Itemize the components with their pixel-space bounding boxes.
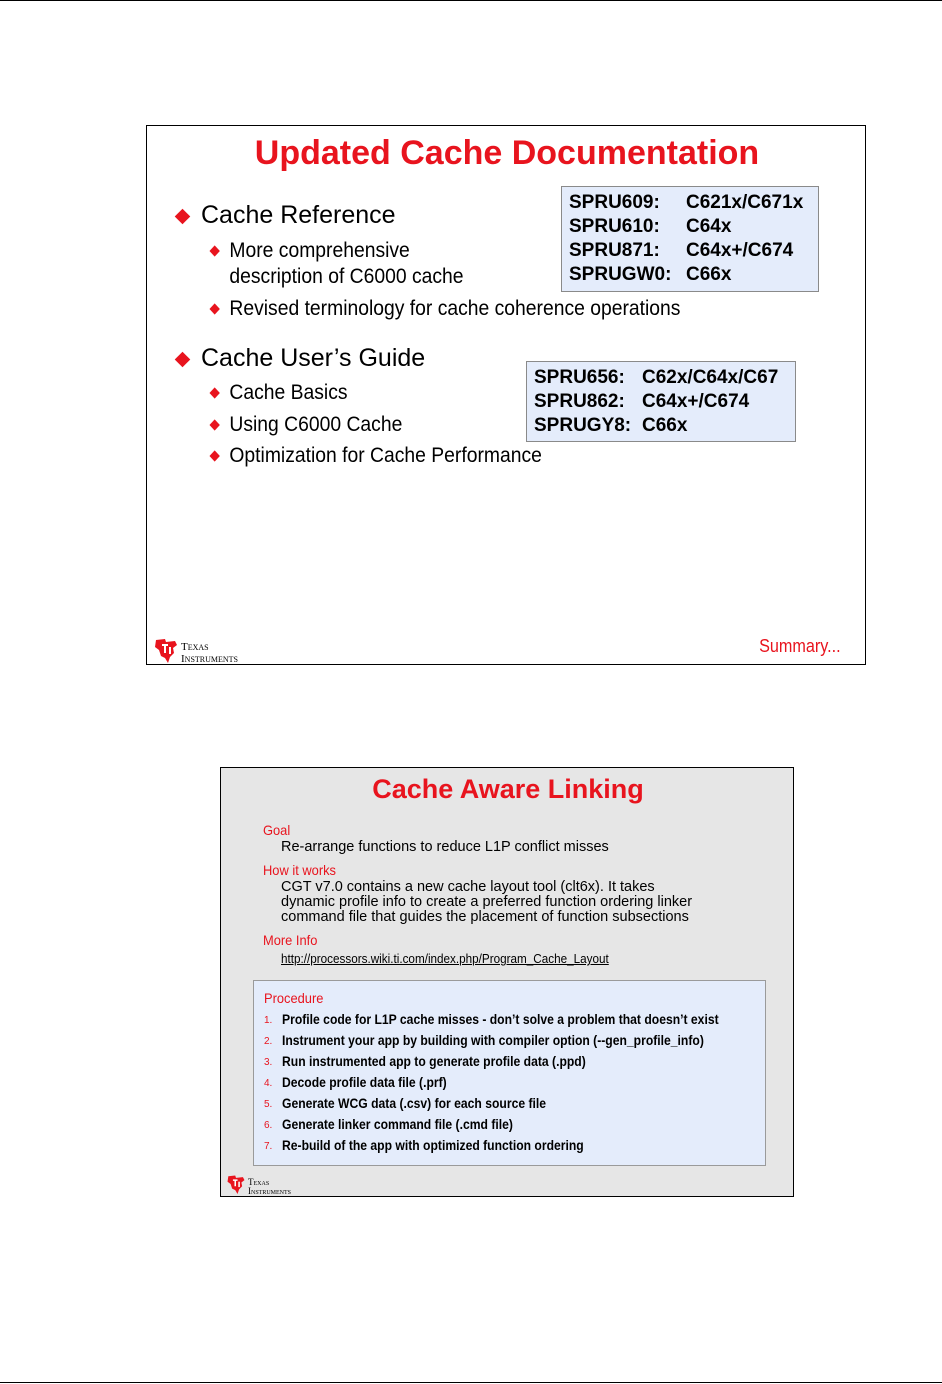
slide-updated-cache-documentation: [146, 125, 866, 665]
slide-title: Cache Aware Linking: [372, 774, 644, 804]
diamond-bullet-icon: [209, 419, 219, 430]
doc-row: SPRUGY8: C66x: [534, 415, 688, 436]
doc-box-users-guide: [526, 361, 796, 442]
subbullet-using-c6000-cache: Using C6000 Cache: [211, 412, 402, 438]
bottom-rule: [0, 1382, 942, 1383]
top-rule: [0, 0, 942, 1]
summary-link[interactable]: Summary...: [759, 636, 841, 656]
diamond-bullet-icon: [209, 245, 219, 256]
subbullet-optimization: Optimization for Cache Performance: [211, 443, 542, 469]
doc-row: SPRU609: C621x/C671x: [569, 192, 804, 213]
goal-label: Goal: [263, 822, 291, 838]
ti-logo-icon: [226, 1173, 246, 1195]
bullet-cache-users-guide: Cache User’s Guide: [177, 344, 425, 373]
doc-box-cache-reference: [561, 186, 819, 292]
diamond-bullet-icon: [209, 303, 219, 314]
subbullet-comprehensive: More comprehensive description of C6000 cache: [211, 238, 464, 290]
diamond-bullet-icon: [209, 387, 219, 398]
subbullet-cache-basics: Cache Basics: [211, 380, 348, 406]
more-info-label: More Info: [263, 932, 318, 948]
procedure-label: Procedure: [264, 990, 324, 1006]
doc-row: SPRU871: C64x+/C674: [569, 240, 794, 261]
more-info-link[interactable]: http://processors.wiki.ti.com/index.php/Program_Cache_Layout: [281, 951, 609, 966]
diamond-bullet-icon: [175, 209, 191, 225]
diamond-bullet-icon: [209, 450, 219, 461]
slide-title: Updated Cache Documentation: [254, 134, 760, 172]
how-it-works-label: How it works: [263, 862, 337, 878]
subbullet-revised-terminology: Revised terminology for cache coherence operations: [211, 296, 680, 322]
how-line: command file that guides the placement of function subsections: [281, 909, 689, 925]
doc-row: SPRU610: C64x: [569, 216, 732, 237]
how-line: dynamic profile info to create a preferred function ordering linker: [281, 894, 693, 910]
ti-logo: Texas Instruments: [153, 636, 273, 666]
ti-logo-icon: [153, 636, 179, 664]
slide-cache-aware-linking: [220, 767, 794, 1197]
bullet-cache-reference: Cache Reference: [177, 201, 396, 230]
ti-logo: Texas Instruments: [226, 1173, 326, 1197]
how-line: CGT v7.0 contains a new cache layout tool (clt6x). It takes: [281, 879, 655, 895]
procedure-box: Procedure 1. Profile code for L1P cache misses - don’t solve a problem that doesn’t exist 2. Instrument your app by building with compiler option (--gen_profile_info) 3. Run instrumented app to generate profile data (.ppd) 4. Decode profile data file (.prf) 5. Generate WCG data (.csv) for each source file 6. Generate linker command file (.cmd file) 7. Re-build of the app with optimized function ordering: [253, 980, 766, 1166]
goal-text: Re-arrange functions to reduce L1P conflict misses: [281, 839, 609, 855]
diamond-bullet-icon: [175, 352, 191, 368]
doc-row: SPRU862: C64x+/C674: [534, 391, 750, 412]
doc-row: SPRUGW0: C66x: [569, 264, 732, 285]
doc-row: SPRU656: C62x/C64x/C67: [534, 367, 779, 388]
